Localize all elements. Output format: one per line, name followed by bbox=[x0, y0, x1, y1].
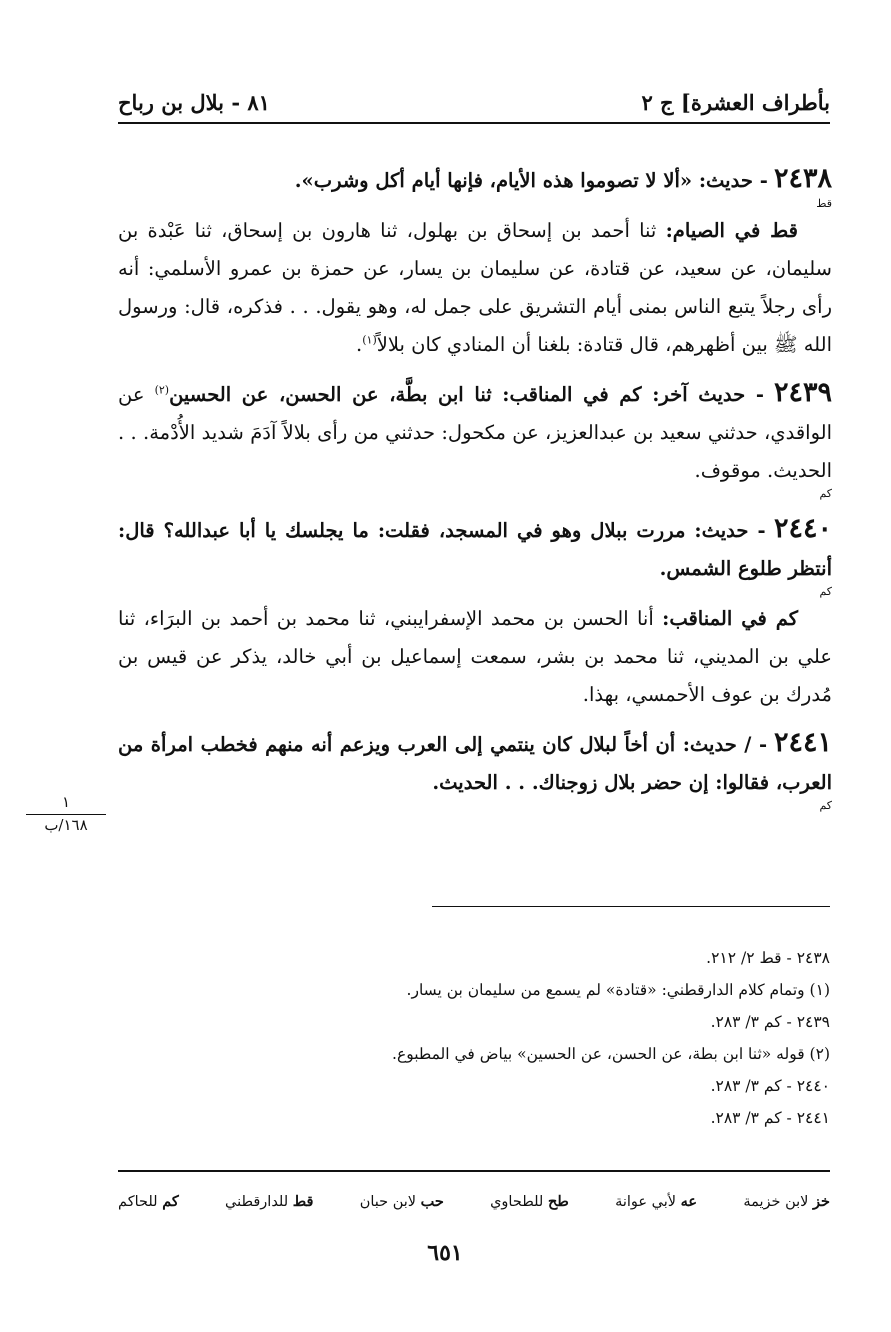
hadith-text: - حديث: «ألا لا تصوموا هذه الأيام، فإنها أيام أكل وشرب». bbox=[294, 169, 768, 192]
source-code: كم bbox=[819, 487, 832, 500]
footnote-line: ٢٤٤٠ - كم ٣/ ٢٨٣. bbox=[710, 1077, 830, 1095]
source-code: كم bbox=[819, 585, 832, 598]
abbreviation-item: حب لابن حبان bbox=[359, 1193, 444, 1210]
footnote-ref: (٢) bbox=[154, 383, 170, 397]
source-code: قط bbox=[816, 197, 832, 210]
footnote-line: ٢٤٣٨ - قط ٢/ ٢١٢. bbox=[706, 949, 830, 967]
hadith-heading bbox=[118, 374, 832, 490]
hadith-heading bbox=[118, 160, 832, 200]
source-code: كم bbox=[819, 799, 832, 812]
hadith-text: - حديث: مررت ببلال وهو في المسجد، فقلت: ما يجلسك يا أبا عبدالله؟ قال: أنتظر طلوع الشمس. bbox=[118, 519, 832, 580]
hadith-number: ٢٤٤١ bbox=[773, 727, 832, 758]
abbreviation-item: عه لأبي عوانة bbox=[615, 1193, 698, 1210]
abbreviation-item: خز لابن خزيمة bbox=[743, 1193, 830, 1210]
hadith-entry-2440 bbox=[118, 510, 832, 714]
footnote-rule bbox=[432, 906, 830, 907]
hadith-number: ٢٤٣٩ bbox=[774, 377, 833, 408]
isnad-source: قط في الصيام: bbox=[665, 219, 799, 242]
hadith-heading bbox=[118, 510, 832, 588]
hadith-entry-2439 bbox=[118, 374, 832, 500]
bottom-rule bbox=[118, 1170, 830, 1172]
footnote-line: (١) وتمام كلام الدارقطني: «قتادة» لم يسمع من سليمان بن يسار. bbox=[406, 981, 830, 999]
abbreviation-item: كم للحاكم bbox=[118, 1193, 179, 1210]
isnad-paragraph bbox=[118, 212, 832, 364]
isnad-source: كم في المناقب: bbox=[662, 607, 798, 630]
hadith-entry-2438 bbox=[118, 160, 832, 364]
header-rule bbox=[118, 122, 830, 124]
hadith-text-rest: عن الواقدي، حدثني سعيد بن عبدالعزيز، عن مكحول: حدثني من رأى بلالاً آدَمَ شديد الأُدْمة. . . الحديث. موقوف. bbox=[118, 383, 832, 482]
hadith-number: ٢٤٣٨ bbox=[773, 163, 832, 194]
header-chapter-title: ٨١ - بلال بن رباح bbox=[118, 90, 270, 115]
footnote-line: ٢٤٣٩ - كم ٣/ ٢٨٣. bbox=[710, 1013, 830, 1031]
isnad-text: ثنا أحمد بن إسحاق بن بهلول، ثنا هارون بن إسحاق، ثنا عَبْدة بن سليمان، عن سعيد، عن قتادة، عن سليمان بن يسار، عن حمزة بن عمرو الأسلمي: أنه رأى رجلاً يتبع الناس بمنى أيام التشريق على جمل له، وهو يقول. . . فذكره، قال: ورسول الله ﷺ بين أظهرهم، قال قتادة: بلغنا أن المنادي كان بلالاً bbox=[118, 219, 832, 356]
hadith-entry-2441 bbox=[118, 724, 832, 812]
hadith-number: ٢٤٤٠ bbox=[773, 513, 832, 544]
page-number: ٦٥١ bbox=[427, 1240, 463, 1266]
footnotes bbox=[300, 942, 830, 1134]
footnote-line: ٢٤٤١ - كم ٣/ ٢٨٣. bbox=[710, 1109, 830, 1127]
manuscript-folio-note bbox=[26, 792, 106, 835]
folio-side: ١٦٨/ب bbox=[44, 816, 88, 834]
folio-number: ١ bbox=[26, 792, 106, 815]
hadith-text: - / حديث: أن أخاً لبلال كان ينتمي إلى العرب ويزعم أنه منهم فخطب امرأة من العرب، فقالوا: إن حضر بلال زوجناك. . . الحديث. bbox=[118, 733, 832, 794]
isnad-text: أنا الحسن بن محمد الإسفرايبني، ثنا محمد بن أحمد بن البرَاء، ثنا علي بن المديني، ثنا محمد بن بشر، سمعت إسماعيل بن أبي خالد، يذكر عن قيس بن مُدرك بن عوف الأحمسي، بهذا. bbox=[118, 607, 832, 706]
abbreviation-key bbox=[118, 1188, 830, 1216]
main-text bbox=[118, 160, 832, 822]
abbreviation-item: طح للطحاوي bbox=[490, 1193, 569, 1210]
footnote-ref: (١) bbox=[362, 333, 377, 347]
hadith-text: - حديث آخر: كم في المناقب: ثنا ابن بطَّة، عن الحسن، عن الحسين bbox=[169, 383, 764, 406]
hadith-heading bbox=[118, 724, 832, 802]
isnad-end: . bbox=[356, 333, 363, 356]
isnad-paragraph bbox=[118, 600, 832, 714]
header-book-title: بأطراف العشرة] ج ٢ bbox=[641, 90, 830, 115]
footnote-line: (٢) قوله «ثنا ابن بطة، عن الحسن، عن الحسين» بياض في المطبوع. bbox=[392, 1045, 830, 1063]
running-header bbox=[118, 86, 830, 120]
abbreviation-item: قط للدارقطني bbox=[225, 1193, 314, 1210]
